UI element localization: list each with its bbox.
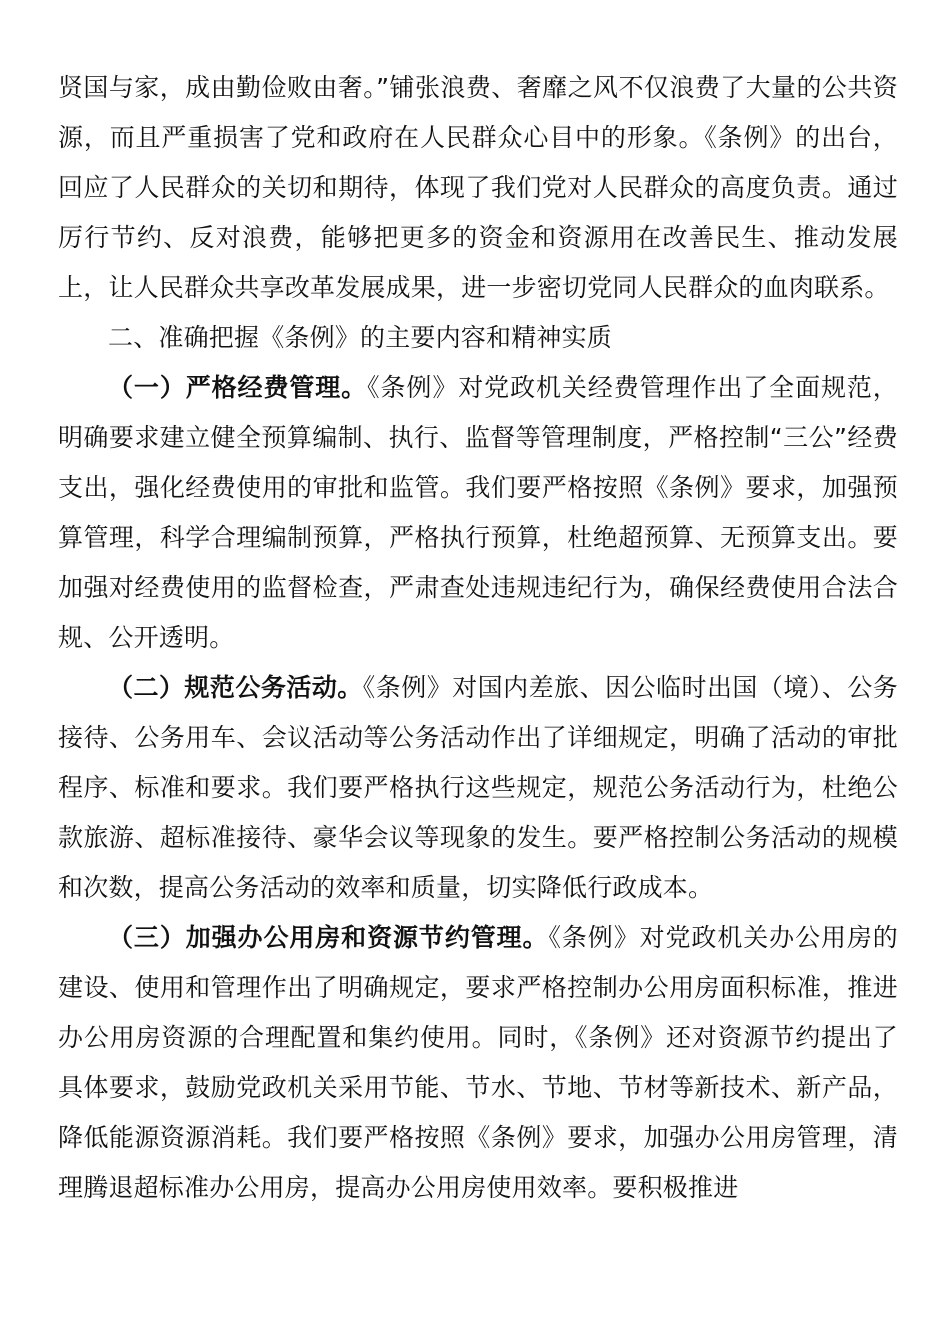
section-heading: 二、准确把握《条例》的主要内容和精神实质 (108, 323, 613, 352)
paragraph-body-1: 《条例》对党政机关经费管理作出了全面规范，明确要求建立健全预算编制、执行、监督等管理制度，严格控制“三公”经费支出，强化经费使用的审批和监管。我们要严格按照《条例》要求，加强预算管理，科学合理编制预算，严格执行预算，杜绝超预算、无预算支出。要加强对经费使用的监督检查，严肃查处违规违纪行为，确保经费使用合法合规、公开透明。 (58, 373, 898, 652)
paragraph-lead-1: （一）严格经费管理。 (108, 373, 368, 402)
paragraph-item-3 (58, 913, 898, 1213)
paragraph-item-2 (58, 663, 898, 913)
paragraph-lead-2: （二）规范公务活动。 (108, 673, 363, 702)
continued-paragraph: 贤国与家，成由勤俭败由奢。”铺张浪费、奢靡之风不仅浪费了大量的公共资源，而且严重损害了党和政府在人民群众心目中的形象。《条例》的出台，回应了人民群众的关切和期待，体现了我们党对人民群众的高度负责。通过厉行节约、反对浪费，能够把更多的资金和资源用在改善民生、推动发展上，让人民群众共享改革发展成果，进一步密切党同人民群众的血肉联系。 (58, 73, 898, 302)
paragraph-body-3: 《条例》对党政机关办公用房的建设、使用和管理作出了明确规定，要求严格控制办公用房面积标准，推进办公用房资源的合理配置和集约使用。同时，《条例》还对资源节约提出了具体要求，鼓励党政机关采用节能、节水、节地、节材等新技术、新产品，降低能源资源消耗。我们要严格按照《条例》要求，加强办公用房管理，清理腾退超标准办公用房，提高办公用房使用效率。要积极推进 (58, 923, 898, 1202)
document-body (58, 63, 898, 1213)
paragraph-lead-3: （三）加强办公用房和资源节约管理。 (108, 923, 549, 952)
paragraph-item-1 (58, 363, 898, 663)
paragraph-body-2: 《条例》对国内差旅、因公临时出国（境）、公务接待、公务用车、会议活动等公务活动作出了详细规定，明确了活动的审批程序、标准和要求。我们要严格执行这些规定，规范公务活动行为，杜绝公款旅游、超标准接待、豪华会议等现象的发生。要严格控制公务活动的规模和次数，提高公务活动的效率和质量，切实降低行政成本。 (58, 673, 898, 902)
